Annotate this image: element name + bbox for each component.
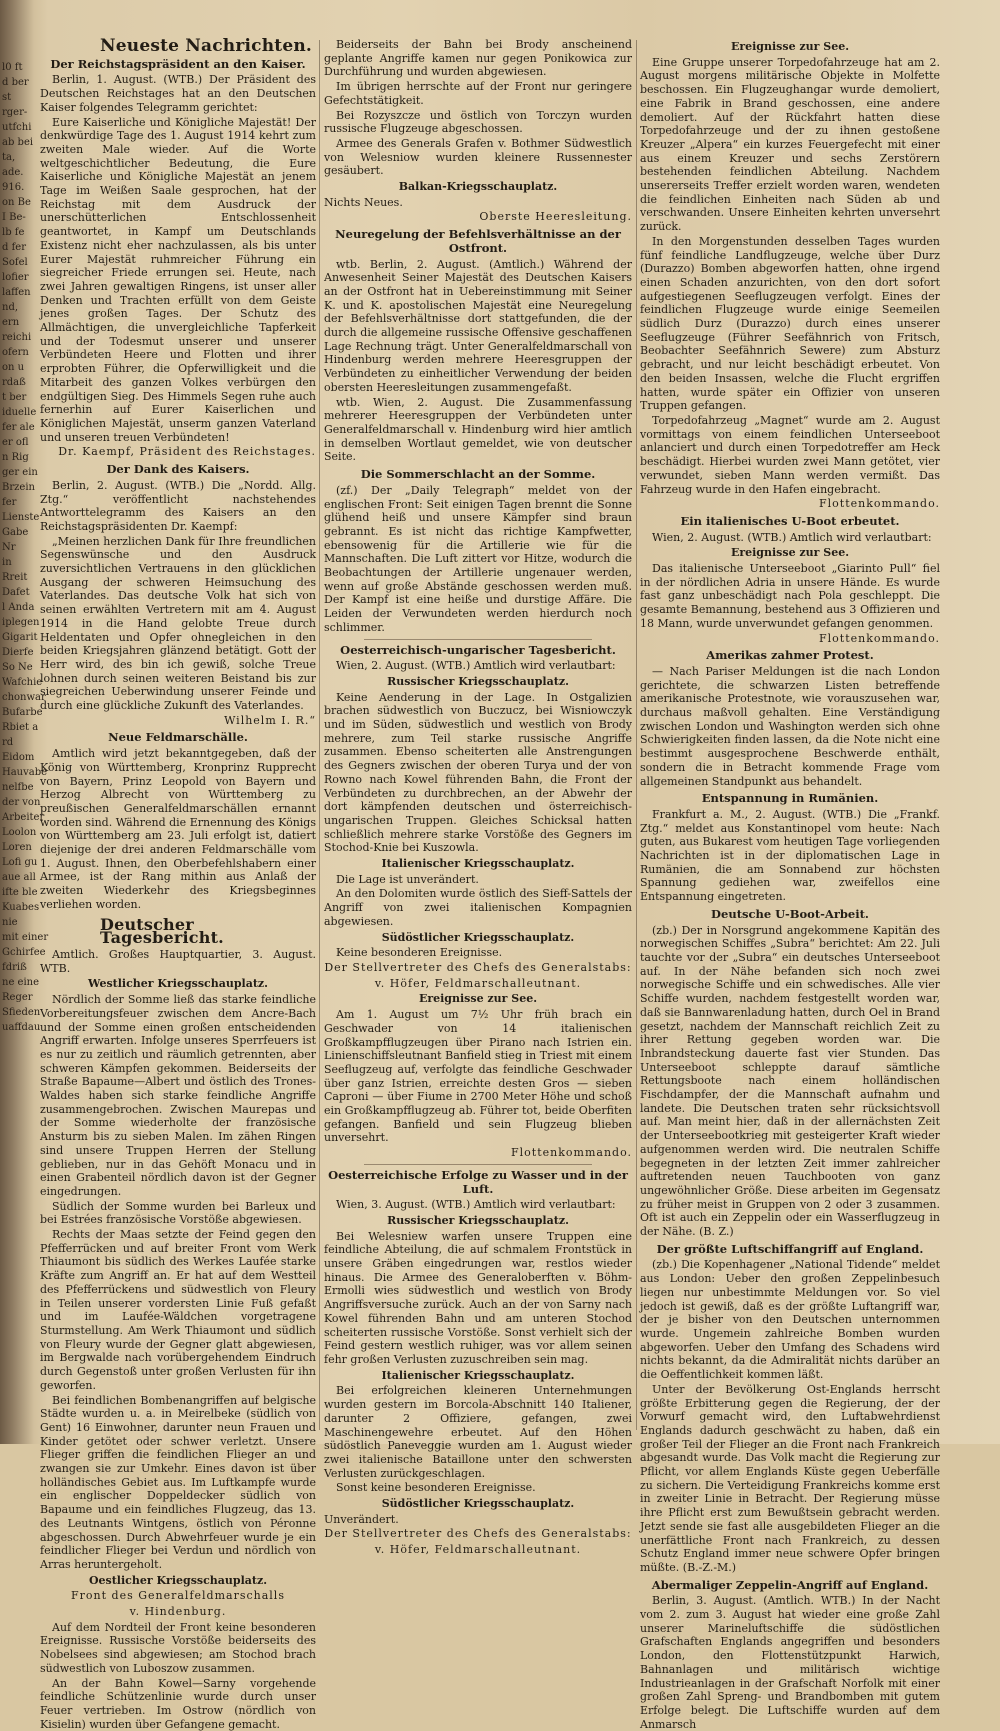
article-heading: Entspannung in Rumänien. — [701, 791, 879, 806]
margin-fragment: rd — [2, 737, 14, 748]
margin-fragment: fdriß — [2, 962, 27, 973]
subheading: Balkan-Kriegsschauplatz. — [398, 180, 558, 194]
margin-fragment: l0 ft — [2, 62, 23, 73]
signature: Flottenkommando. — [511, 1146, 632, 1160]
column-rule — [636, 40, 637, 1430]
centered-line: v. Hindenburg. — [129, 1605, 227, 1619]
paragraph: wtb. Berlin, 2. August. (Amtlich.) Während der Anwesenheit Seiner Majestät des Deutschen Kaisers an der Ostfront hat in Uebereinstimmung mit Seiner K. und K. apostolischen Majestät eine Neuregelung der Befehlsverhältnisse dort stattgefunden, die der durch die allgemeine russische Offensive geschaffenen Lage Rechnung trägt. Unter Generalfeldmarschall von Hindenburg werden mehrere Heeresgruppen der Verbündeten zu einheitlicher Verwendung der beiden obersten Heeresleitungen zusammengefaßt. — [324, 257, 632, 394]
margin-fragment: ger ein — [2, 467, 38, 478]
subheading: Russischer Kriegsschauplatz. — [387, 1213, 569, 1227]
margin-fragment: Rbiet a — [2, 722, 39, 733]
margin-fragment: ne eine — [2, 977, 40, 988]
margin-fragment: ta, — [2, 152, 16, 163]
margin-fragment: Gchirfee — [2, 947, 46, 958]
margin-fragment: rger- — [2, 107, 28, 118]
margin-fragment: on Be — [2, 197, 31, 208]
margin-fragment: Sofel — [2, 257, 28, 268]
paragraph: Am 1. August um 7½ Uhr früh brach ein Geschwader von 14 italienischen Großkampfflugzeugen über Pirano nach Istrien ein. Linienschiffsleutnant Banfield stieg in Triest mit einem Seeflugzeug auf, verfolgte das feindliche Geschwader über ganz Istrien, erreichte desten Gros — sieben Caproni — über Fiume in 2700 Meter Höhe und schoß ein Großkampfflugzeug ab. Führer tot, beide Oberfiten gefangen. Banfield und sein Flugzeug blieben unversehrt. — [324, 1008, 632, 1145]
margin-fragment: fer ale — [2, 422, 35, 433]
subheading: Südöstlicher Kriegsschauplatz. — [381, 1497, 575, 1511]
margin-fragment: Dierfe — [2, 647, 34, 658]
paragraph: Nördlich der Somme ließ das starke feindliche Vorbereitungsfeuer zwischen dem Ancre-Bach und der Somme einen großen entscheidenden Angriff erwarten. Infolge unseres Sperrfeuers ist es nur zu zeitlich und räumlich getrennten, aber schweren Kämpfen gekommen. Beiderseits der Straße Bapaume—Albert und östlich des Trones-Waldes haben sich starke feindliche Angriffe zusammengebrochen. Zwischen Maurepas und der Somme wiederholte der französische Ansturm bis zu sieben Malen. Im zähen Ringen sind unsere Truppen Herren der Stellung geblieben, nur in das Gehöft Monacu und in einen Grabenteil nördlich davon ist der Gegner eingedrungen. — [40, 993, 316, 1198]
subheading: Ereignisse zur See. — [730, 546, 850, 560]
paragraph: Amtlich. Großes Hauptquartier, 3. August. WTB. — [40, 948, 316, 975]
margin-fragment: Sfieden — [2, 1007, 41, 1018]
paragraph: Die Lage ist unverändert. — [336, 872, 479, 886]
paragraph: Amtlich wird jetzt bekanntgegeben, daß der König von Württemberg, Kronprinz Rupprecht von Bayern, Prinz Leopold von Bayern und Herzog Albrecht von Württemberg zu preußischen Generalfeldmarschällen ernannt worden sind. Während die Ernennung des Königs von Württemberg am 23. Juli erfolgt ist, datiert diejenige der drei anderen Feldmarschälle vom 1. August. Ihnen, den Oberbefehlshabern einer Armee, ist der Rang mithin aus Anlaß der zweiten Wiederkehr des Kriegsbeginnes verliehen worden. — [40, 747, 316, 911]
article-heading: Ein italienisches U-Boot erbeutet. — [680, 513, 900, 528]
paragraph: In den Morgenstunden desselben Tages wurden fünf feindliche Landflugzeuge, welche über Durz (Durazzo) Bomben abgeworfen hatten, ohne irgend einen Schaden anzurichten, von den dort sofort aufgestiegenen Seeflugzeugen verfolgt. Eines der feindlichen Flugzeuge wurde einige Seemeilen südlich Durz (Durazzo) durch eines unserer Seeflugzeuge (Führer Seefähnrich von Fritsch, Beobachter Seefähnrich Sewere) zum Absturz gebracht, und nur leicht beschädigt erbeutet. Von den beiden Insassen, welche die Flucht ergriffen hatten, wurde später ein Offizier von unseren Truppen gefangen. — [640, 234, 940, 413]
margin-fragment: lb fe — [2, 227, 25, 238]
margin-fragment: Rreit — [2, 572, 28, 583]
margin-fragment: on u — [2, 362, 25, 373]
centered-line: Der Stellvertreter des Chefs des Generalstabs: — [324, 961, 632, 974]
margin-fragment: ofern — [2, 347, 29, 358]
paragraph: Wien, 3. August. (WTB.) Amtlich wird verlautbart: — [336, 1198, 616, 1212]
subheading: Westlicher Kriegsschauplatz. — [88, 977, 268, 991]
paragraph: Wien, 2. August. (WTB.) Amtlich wird verlautbart: — [652, 530, 932, 544]
margin-fragment: Nr — [2, 542, 16, 553]
paragraph: Unverändert. — [324, 1512, 399, 1526]
margin-fragment: uaffdau — [2, 1022, 41, 1033]
margin-fragment: st — [2, 92, 12, 103]
subheading: Italienischer Kriegsschauplatz. — [381, 1368, 575, 1382]
paragraph: — Nach Pariser Meldungen ist die nach London gerichtete, die schwarzen Listen betreffende amerikanische Protestnote, wie vorauszusehen war, durchaus maßvoll gehalten. Eine Verständigung zwischen London und Washington werden sich ohne Schwierigkeiten finden lassen, da die Note nicht eine bestimmt ausgesprochene Beschwerde enthält, sondern die in Betracht kommende Frage vom allgemeinen Standpunkt aus behandelt. — [640, 664, 940, 788]
paragraph: Nichts Neues. — [324, 195, 403, 209]
margin-fragment: Arbeiter — [2, 812, 45, 823]
margin-fragment: lofier — [2, 272, 29, 283]
margin-fragment: laffen — [2, 287, 31, 298]
centered-line: Front des Generalfeldmarschalls — [71, 1589, 285, 1603]
paragraph: Bei erfolgreichen kleineren Unternehmungen wurden gestern im Borcola-Abschnitt 140 Italiener, darunter 2 Offiziere, gefangen, zwei Maschinengewehre erbeutet. Auf den Höhen südöstlich Paneveggie wurden am 1. August wieder zwei italienische Bataillone unter den schwersten Verlusten zurückgeschlagen. — [324, 1384, 632, 1480]
margin-fragment: Wafchie — [2, 677, 43, 688]
margin-fragment: Brzein — [2, 482, 35, 493]
article-heading: Neue Feldmarschälle. — [108, 730, 248, 745]
adjacent-page-margin — [0, 0, 49, 1444]
article-heading: Oesterreichisch-ungarischer Tagesbericht. — [340, 642, 616, 657]
paragraph: Bei feindlichen Bombenangriffen auf belgische Städte wurden u. a. in Meirelbeke (südlich von Gent) 16 Einwohner, darunter neun Frauen und Kinder getötet oder schwer verletzt. Unsere Flieger griffen die feindlichen Flieger an und zwangen sie zur Umkehr. Eines davon ist über holländisches Gebiet aus. Im Luftkampfe wurde ein englischer Doppeldecker südlich von Bapaume und ein feindliches Flugzeug, das 13. des Leutnants Wintgens, östlich von Péronne abgeschossen. Durch Abwehrfeuer wurde je ein feindlicher Flieger bei Verdun und nördlich von Arras heruntergeholt. — [40, 1393, 316, 1571]
margin-fragment: Eidom — [2, 752, 35, 763]
article-heading: Der Reichstagspräsident an den Kaiser. — [50, 56, 306, 71]
paragraph: Berlin, 2. August. (WTB.) Die „Nordd. Allg. Ztg.“ veröffentlicht nachstehendes Antworttelegramm des Kaisers an den Reichstagspräsidenten Dr. Kaempf: — [40, 478, 316, 533]
margin-fragment: Kuabes — [2, 902, 40, 913]
paragraph: Eure Kaiserliche und Königliche Majestät! Der denkwürdige Tage des 1. August 1914 kehrt zum zweiten Male wieder. Auf die Worte weltgeschichtlicher Bedeutung, die Eure Kaiserliche und Königliche Majestät an jenem Tage im Weißen Saale gesprochen, hat der Reichstag mit dem Ausdruck der unerschütterlichen Entschlossenheit geantwortet, in Kampf um Deutschlands Existenz nicht eher nachzulassen, als bis unter Eurer Majestät ruhmreicher Führung ein siegreicher Friede errungen sei. Heute, nach zwei Jahren gewaltigen Ringens, ist unser aller Denken und Trachten erfüllt von dem Geiste jenes großen Tages. Der Schutz des Allmächtigen, die unvergleichliche Tapferkeit und der Todesmut unserer und unserer Verbündeten Heere und Flotten und ihrer erprobten Führer, die Opferwilligkeit und die Mitarbeit des ganzen Volkes verbürgen den endgültigen Sieg. Des Himmels Segen ruhe auch fernerhin auf Eurer Kaiserlichen und Königlichen Majestät, unserm ganzen Vaterland und unseren treuen Verbündeten! — [40, 115, 316, 444]
centered-line: Der Stellvertreter des Chefs des Generalstabs: — [324, 1527, 632, 1541]
column-1 — [40, 36, 316, 1731]
article-heading: Abermaliger Zeppelin-Angriff auf England. — [651, 1577, 929, 1592]
article-heading: Oesterreichische Erfolge zu Wasser und in der Luft. — [328, 1167, 628, 1196]
margin-fragment: Hauvabe — [2, 767, 48, 778]
paragraph: wtb. Wien, 2. August. Die Zusammenfassung mehrerer Heeresgruppen der Verbündeten unter Generalfeldmarschall v. Hindenburg wird hier amtlich in demselben Wortlaut gemeldet, wie von deutscher Seite. — [324, 395, 632, 464]
paragraph: Auf dem Nordteil der Front keine besonderen Ereignisse. Russische Vorstöße beiderseits des Nobelsees sind abgewiesen; am Stochod brach südwestlich von Luboszow zusammen. — [40, 1620, 316, 1675]
margin-fragment: 916. — [2, 182, 25, 193]
divider — [364, 639, 592, 640]
margin-fragment: Loren — [2, 842, 32, 853]
margin-fragment: Dafet — [2, 587, 30, 598]
margin-fragment: in — [2, 557, 12, 568]
paragraph: Unter der Bevölkerung Ost-Englands herrscht größte Erbitterung gegen die Regierung, der der Vorwurf gemacht wird, den Luftabwehrdienst Englands dadurch geschwächt zu haben, daß ein großer Teil der Flieger an die Front nach Frankreich abgesandt wurde. Das Volk macht die Regierung zur Pflicht, vor allem Englands Küste gegen Ueberfälle zu sichern. Die Verteidigung Frankreichs komme erst in zweiter Linie in Betracht. Der Regierung müsse ihre Pflicht erst zum Bewußtsein gebracht werden. Jetzt sende sie fast alle ausgebildeten Flieger an die unerfättliche Front nach Frankreich, zu dessen Schutz England immer neue schwere Opfer bringen müßte. (B.-Z.-M.) — [640, 1382, 940, 1574]
margin-fragment: ifte ble — [2, 887, 38, 898]
article-heading: Neuregelung der Befehlsverhältnisse an der Ostfront. — [335, 227, 621, 255]
margin-fragment: der von — [2, 797, 41, 808]
margin-fragment: t ber — [2, 392, 27, 403]
paragraph: Keine Aenderung in der Lage. In Ostgalizien brachen südwestlich von Buczucz, bei Wisniowczyk und im Süden, südwestlich und westlich von Brody mehrere, zum Teil starke russische Angriffe zusammen. Ebenso scheiterten alle Anstrengungen des Gegners zwischen der oberen Turya und der von Rowno nach Kowel führenden Bahn, die Front der Verbündeten zu durchbrechen, an der Abwehr der dort kämpfenden deutschen und österreichisch-ungarischen Truppen. Gleiches Schicksal hatten schließlich mehrere starke Vorstöße des Gegners im Stochod-Knie bei Kuszowla. — [324, 690, 632, 855]
margin-fragment: d fer — [2, 242, 26, 253]
paragraph: Keine besonderen Ereignisse. — [336, 946, 503, 960]
margin-fragment: iduelle — [2, 407, 37, 418]
paragraph: An den Dolomiten wurde östlich des Sieff-Sattels der Angriff von zwei italienischen Kompagnien abgewiesen. — [324, 887, 632, 928]
paragraph: Wien, 2. August. (WTB.) Amtlich wird verlautbart: — [336, 659, 616, 673]
margin-fragment: Reger — [2, 992, 33, 1003]
margin-fragment: reichi — [2, 332, 32, 343]
margin-fragment: Bufarbe — [2, 707, 43, 718]
margin-fragment: ab bei — [2, 137, 34, 148]
margin-fragment: chonwar — [2, 692, 46, 703]
margin-fragment: aue all — [2, 872, 36, 883]
subheading: Oestlicher Kriegsschauplatz. — [88, 1573, 268, 1587]
paragraph: Eine Gruppe unserer Torpedofahrzeuge hat am 2. August morgens militärische Objekte in Molfette beschossen. Ein Flugzeughangar wurde demoliert, eine Fabrik in Brand geschossen, eine andere demoliert. Auf der Rückfahrt hatten diese Torpedofahrzeuge und der zu ihnen gestoßene Kreuzer „Alpera“ ein kurzes Feuergefecht mit einer aus einem Kreuzer und sechs Zerstörern bestehenden feindlichen Abteilung. Nachdem unsererseits Treffer erzielt worden waren, wendeten die feindlichen Einheiten nach Süden ab und verschwanden. Unsere Einheiten kehrten unversehrt zurück. — [640, 55, 940, 234]
margin-fragment: Gabe — [2, 527, 29, 538]
margin-fragment: So Ne — [2, 662, 33, 673]
margin-fragment: er ofl — [2, 437, 29, 448]
paragraph: Bei Welesniew warfen unsere Truppen eine feindliche Abteilung, die auf schmalem Frontstück in unsere Gräben eingedrungen war, restlos wieder hinaus. Die Armee des Generaloberften v. Böhm-Ermolli wies südwestlich und westlich von Brody Angriffsversuche zurück. Auch an der von Sarny nach Kowel führenden Bahn und am unteren Stochod scheiterten russische Vorstöße. Sonst verhielt sich der Feind gestern westlich ruhiger, was vor allem seinen fehr großen Verlusten zuzuschreiben sein mag. — [324, 1229, 632, 1366]
paragraph: Frankfurt a. M., 2. August. (WTB.) Die „Frankf. Ztg.“ meldet aus Konstantinopel vom heute: Nach guten, aus Bukarest vom heutigen Tage vorliegenden Nachrichten ist in der diplomatischen Lage in Rumänien, die am Sonnabend zur höchsten Spannung gediehen war, zweifellos eine Entspannung eingetreten. — [640, 807, 940, 904]
subheading: Südöstlicher Kriegsschauplatz. — [381, 930, 575, 944]
signature: Flottenkommando. — [819, 497, 940, 511]
subheading: Russischer Kriegsschauplatz. — [387, 674, 569, 688]
article-heading: Der größte Luftschiffangriff auf England. — [656, 1241, 924, 1256]
centered-line: v. Höfer, Feldmarschalleutnant. — [374, 1543, 582, 1557]
margin-fragment: mit einer — [2, 932, 49, 943]
paragraph: Beiderseits der Bahn bei Brody anscheinend geplante Angriffe kamen nur gegen Ponikowica zur Durchführung und wurden abgewiesen. — [324, 38, 632, 79]
subheading: Ereignisse zur See. — [730, 40, 850, 53]
margin-fragment: d ber — [2, 77, 29, 88]
paragraph: Südlich der Somme wurden bei Barleux und bei Estrées französische Vorstöße abgewiesen. — [40, 1199, 316, 1227]
margin-fragment: nd, — [2, 302, 19, 313]
margin-fragment: utfchi — [2, 122, 32, 133]
paragraph: Das italienische Unterseeboot „Giarinto Pull“ fiel in der nördlichen Adria in unsere Hände. Es wurde fast ganz unbeschädigt nach Pola geschleppt. Die gesamte Bemannung, bestehend aus 3 Offizieren und 18 Mann, wurde unverwundet gefangen genommen. — [640, 562, 940, 630]
article-heading: Amerikas zahmer Protest. — [706, 648, 874, 663]
divider — [364, 1164, 592, 1165]
margin-fragment: Loolon — [2, 827, 37, 838]
article-heading: Deutsche U-Boot-Arbeit. — [711, 906, 869, 921]
paragraph: Armee des Generals Grafen v. Bothmer Südwestlich von Welesniow wurden kleinere Russennester gesäubert. — [324, 136, 632, 178]
paragraph: Im übrigen herrschte auf der Front nur geringere Gefechtstätigkeit. — [324, 80, 632, 107]
article-heading: Der Dank des Kaisers. — [106, 462, 250, 477]
column-3 — [640, 38, 940, 1731]
subheading: Ereignisse zur See. — [418, 992, 538, 1006]
margin-fragment: I Be- — [2, 212, 26, 223]
paragraph: „Meinen herzlichen Dank für Ihre freundlichen Segenswünsche und den Ausdruck zuversichtlichen Vertrauens in den glücklichen Ausgang der schweren Heimsuchung des Vaterlandes. Das deutsche Volk hat sich von seinen erwählten Vertretern mit am 4. August 1914 in die Hand gelobte Treue durch Heldentaten und Opfer ohnegleichen in den beiden Kriegsjahren glänzend betätigt. Gott der Herr wird, des bin ich gewiß, solche Treue lohnen durch seinen weiteren Beistand bis zur siegreichen Ueberwindung unserer Feinde und durch eine glückliche Zukunft des Vaterlandes. — [40, 534, 316, 713]
signature: Flottenkommando. — [819, 631, 940, 645]
paragraph: Sonst keine besonderen Ereignisse. — [336, 1481, 536, 1495]
paragraph: Berlin, 1. August. (WTB.) Der Präsident des Deutschen Reichstages hat an den Deutschen Kaiser folgendes Telegramm gerichtet: — [40, 73, 316, 114]
margin-fragment: rdaß — [2, 377, 26, 388]
paragraph: (zb.) Die Kopenhagener „National Tidende“ meldet aus London: Ueber den großen Zeppelinbesuch liegen nur unbestimmte Meldungen vor. So viel jedoch ist gewiß, daß es der größte Luftangriff war, der je bisher von den Deutschen unternommen wurde. Ungemein zahlreiche Bomben wurden abgeworfen. Ueber den Umfang des Schadens wird nichts bekannt, da die Admiralität nichts darüber an die Oeffentlichkeit kommen läßt. — [640, 1258, 940, 1382]
margin-fragment: Lofi gu — [2, 857, 38, 868]
margin-fragment: ade. — [2, 167, 24, 178]
signature: Dr. Kaempf, Präsident des Reichstages. — [58, 445, 316, 459]
subheading: Italienischer Kriegsschauplatz. — [381, 857, 575, 871]
margin-fragment: fer — [2, 497, 17, 508]
paragraph: Torpedofahrzeug „Magnet“ wurde am 2. August vormittags von einem feindlichen Unterseeboot anlanciert und durch einen Torpedotreffer am Heck beschädigt. Hierbei wurden zwei Mann getötet, vier verwundet, sieben Mann werden vermißt. Das Fahrzeug wurde in den Hafen eingebracht. — [640, 413, 940, 496]
margin-fragment: nie — [2, 917, 18, 928]
margin-fragment: iplegen — [2, 617, 40, 628]
paragraph: (zb.) Der in Norsgrund angekommene Kapitän des norwegischen Schiffes „Subra“ berichtet: Am 22. Juli tauchte vor der „Subra“ ein deutsches Unterseeboot auf. In der Nähe befanden sich noch zwei norwegische Schiffe und ein schwedisches. Alle vier Schiffe wurden, nachdem festgestellt worden war, daß sie Bannwarenladung hatten, durch Oel in Brand gesetzt, nachdem der Mannschaft reichlich Zeit zu ihrer Rettung gegeben worden war. Die Inbrandsteckung dauerte fast vier Stunden. Das Unterseeboot schleppte darauf sämtliche Rettungsboote nach einem holländischen Fischdampfer, der die Mannschaft aufnahm und landete. Die Deutschen traten sehr rücksichtsvoll auf. Man meint hier, daß in der allernächsten Zeit der Unterseebootkrieg mit gesteigerter Kraft wieder aufgenommen werden wird. Die neutralen Schiffe begegneten in der letzten Zeit immer zahlreicher auftretenden neuen Tauchbooten von ganz ungewöhnlicher Größe. Diese arbeiten im Gegensatz zu früher meist in Gruppen von 2 oder 3 zusammen. Oft ist auch ein Zeppelin oder ein Wasserflugzeug in der Nähe. (B. Z.) — [640, 923, 940, 1239]
margin-fragment: nelfbe — [2, 782, 34, 793]
margin-fragment: l Anda — [2, 602, 35, 613]
margin-fragment: Lienste — [2, 512, 40, 523]
margin-fragment: Gigarit — [2, 632, 38, 643]
article-heading: Die Sommerschlacht an der Somme. — [360, 467, 596, 482]
paragraph: (zf.) Der „Daily Telegraph“ meldet von der englischen Front: Seit einigen Tagen brennt die Sonne glühend heiß und unsere Kämpfer sind braun gebrannt. Es ist nicht das richtige Kampfwetter, ebensowenig für die Artillerie wie für die Mannschaften. Die Luft zittert vor Hitze, wodurch die Beobachtungen der Artillerie ungenauer werden, wenn auf große Abstände geschossen werden muß. Der Kampf ist eine heiße und durstige Affäre. Die Leiden der Verwundeten werden hierdurch noch schlimmer. — [324, 483, 632, 634]
centered-line: v. Höfer, Feldmarschalleutnant. — [374, 976, 582, 990]
column-rule — [319, 40, 320, 1430]
column-2 — [324, 38, 632, 1557]
paragraph: Berlin, 3. August. (Amtlich. WTB.) In der Nacht vom 2. zum 3. August hat wieder eine große Zahl unserer Marineluftschiffe die südöstlichen Grafschaften Englands angegriffen und besonders London, den Flottenstützpunkt Harwich, Bahnanlagen und militärisch wichtige Industrieanlagen in der Grafschaft Norfolk mit einer großen Zahl Spreng- und Brandbomben mit gutem Erfolge belegt. Die Luftschiffe wurden auf dem Anmarsch — [640, 1594, 940, 1731]
margin-fragment: ern — [2, 317, 20, 328]
margin-fragment: n Rig — [2, 452, 29, 463]
paragraph: An der Bahn Kowel—Sarny vorgehende feindliche Schützenlinie wurde durch unser Feuer vertrieben. Im Ostrow (nördlich von Kisielin) wurden über Gefangene gemacht. — [40, 1676, 316, 1731]
paragraph: Rechts der Maas setzte der Feind gegen den Pfefferrücken und auf breiter Front vom Werk Thiaumont bis südlich des Werkes Laufée starke Kräfte zum Angriff an. Er hat auf dem Westteil des Pfefferrückens und südwestlich von Fleury in Teilen unserer vordersten Linie Fuß gefaßt und im Laufée-Wäldchen vorgetragene Sturmstellung. Am Werk Thiaumont und südlich von Fleury wurde der Gegner glatt abgewiesen, im Bergwalde nach vorübergehendem Eindruch durch Gegenstoß unter großen Verlusten für ihn geworfen. — [40, 1228, 316, 1392]
paragraph: Bei Rozyszcze und östlich von Torczyn wurden russische Flugzeuge abgeschossen. — [324, 108, 632, 136]
section-title: Deutscher Tagesbericht. — [100, 914, 224, 948]
signature: Oberste Heeresleitung. — [479, 210, 632, 224]
section-title: Neueste Nachrichten. — [100, 36, 313, 56]
signature: Wilhelm I. R.“ — [224, 713, 316, 727]
